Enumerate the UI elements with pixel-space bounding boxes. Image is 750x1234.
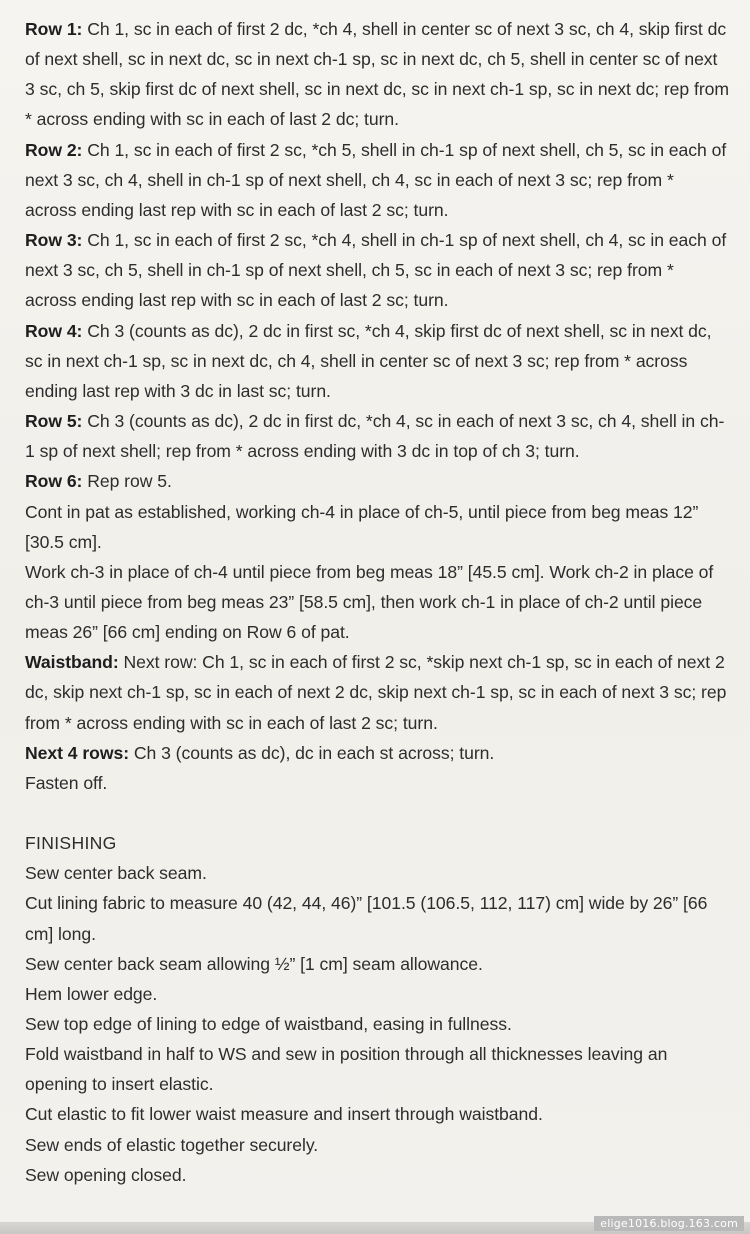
finishing-step: Cut lining fabric to measure 40 (42, 44, 46)” [101.5 (106.5, 112, 117) cm] wide by 26” [66 cm] long.	[25, 893, 708, 944]
waistband-row	[25, 647, 730, 737]
row-2-label: Row 2:	[25, 139, 83, 160]
row-6-label: Row 6:	[25, 471, 83, 492]
row-5	[25, 406, 730, 466]
row-3-text: Ch 1, sc in each of first 2 sc, *ch 4, shell in ch-1 sp of next shell, ch 4, sc in each of next 3 sc, ch 5, shell in ch-1 sp of next shell, ch 5, sc in each of next 3 sc; rep from * across ending last rep with sc in each of last 2 sc; turn.	[25, 230, 727, 311]
finishing-step: Fold waistband in half to WS and sew in position through all thicknesses leaving an opening to insert elastic.	[25, 1044, 668, 1095]
finishing-step: Sew center back seam allowing ½” [1 cm] seam allowance.	[25, 953, 483, 974]
fasten-off: Fasten off.	[25, 772, 108, 793]
next-rows	[25, 738, 730, 768]
finishing-step: Cut elastic to fit lower waist measure and insert through waistband.	[25, 1104, 543, 1125]
row-2	[25, 135, 730, 225]
row-6-text: Rep row 5.	[82, 471, 172, 492]
row-4-label: Row 4:	[25, 320, 83, 341]
row-1-label: Row 1:	[25, 19, 83, 39]
finishing-heading: FINISHING	[25, 833, 117, 854]
row-2-text: Ch 1, sc in each of first 2 sc, *ch 5, shell in ch-1 sp of next shell, ch 5, sc in each of next 3 sc, ch 4, shell in ch-1 sp of next shell, ch 4, sc in each of next 3 sc; rep from * across ending last rep with sc in each of last 2 sc; turn.	[25, 139, 727, 220]
row-4	[25, 316, 730, 406]
row-5-text: Ch 3 (counts as dc), 2 dc in first dc, *ch 4, sc in each of next 3 sc, ch 4, shell in ch-1 sp of next shell; rep from * across ending with 3 dc in top of ch 3; turn.	[25, 411, 725, 462]
finishing-step: Hem lower edge.	[25, 983, 158, 1004]
row-5-label: Row 5:	[25, 411, 83, 432]
row-4-text: Ch 3 (counts as dc), 2 dc in first sc, *ch 4, skip first dc of next shell, sc in next dc, sc in next ch-1 sp, sc in next dc, ch 4, shell in center sc of next 3 sc; rep from * across ending last rep with 3 dc in last sc; turn.	[25, 320, 712, 401]
finishing-step: Sew top edge of lining to edge of waistband, easing in fullness.	[25, 1014, 512, 1034]
waistband-label: Waistband:	[25, 652, 119, 673]
row-1	[25, 14, 730, 135]
row-3-label: Row 3:	[25, 230, 83, 251]
finishing-step: Sew opening closed.	[25, 1164, 187, 1185]
waistband-text: Next row: Ch 1, sc in each of first 2 sc, *skip next ch-1 sp, sc in each of next 2 dc, skip next ch-1 sp, sc in each of next 2 dc, skip next ch-1 sp, sc in each of next 3 sc; rep from * across ending with sc in each of last 2 sc; turn.	[25, 652, 727, 733]
finishing-step: Sew ends of elastic together securely.	[25, 1134, 319, 1155]
work-paragraph: Work ch-3 in place of ch-4 until piece from beg meas 18” [45.5 cm]. Work ch-2 in place of ch-3 until piece from beg meas 23” [58.5 cm], then work ch-1 in place of ch-2 until piece meas 26” [66 cm] ending on Row 6 of pat.	[25, 561, 714, 643]
finishing-step: Sew center back seam.	[25, 863, 207, 884]
row-3	[25, 225, 730, 315]
continue-paragraph: Cont in pat as established, working ch-4 in place of ch-5, until piece from beg meas 12” [30.5 cm].	[25, 501, 699, 552]
pattern-instructions	[25, 14, 730, 1190]
watermark: elige1016.blog.163.com	[594, 1216, 744, 1231]
section-gap	[25, 798, 730, 828]
row-1-text: Ch 1, sc in each of first 2 dc, *ch 4, shell in center sc of next 3 sc, ch 4, skip first dc of next shell, sc in next dc, sc in next ch-1 sp, sc in next dc, ch 5, shell in center sc of next 3 sc, ch 5, skip first dc of next shell, sc in next dc, sc in next ch-1 sp, sc in next dc; rep from * across ending with sc in each of last 2 dc; turn.	[25, 19, 729, 130]
next-rows-label: Next 4 rows:	[25, 742, 130, 763]
row-6	[25, 466, 730, 496]
next-rows-text: Ch 3 (counts as dc), dc in each st across; turn.	[129, 742, 495, 763]
